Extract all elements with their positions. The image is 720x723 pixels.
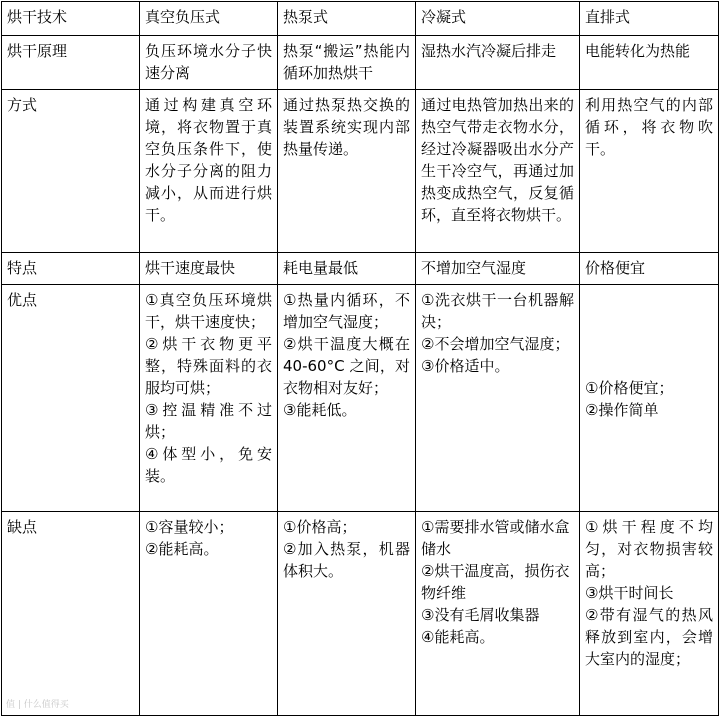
row-cons: [2, 512, 719, 716]
cell-line: ②能耗高。: [145, 540, 219, 558]
header-cell-vented: 直排式: [580, 2, 719, 36]
table-cell: [416, 285, 580, 512]
cell-line: 热泵“搬运”热能内循环加热烘干: [283, 42, 410, 82]
cell-line: 湿热水汽冷凝后排走: [421, 42, 557, 60]
cell-line: ③烘干时间长: [585, 584, 674, 602]
table-cell: [580, 36, 719, 90]
row-label: 烘干原理: [2, 36, 140, 90]
cell-line: 通过热泵热交换的装置系统实现内部热量传递。: [283, 96, 410, 158]
table-cell: [416, 90, 580, 253]
cell-line: ①洗衣烘干一台机器解决；: [421, 291, 574, 331]
cell-line: 负压环境水分子快速分离: [145, 42, 272, 82]
row-principle: [2, 36, 719, 90]
cell-line: 通过构建真空环境，将衣物置于真空负压条件下，使水分子分离的阻力减小，从而进行烘干。: [145, 96, 272, 224]
cell-line: ②带有湿气的热风释放到室内，会增大室内的湿度；: [585, 606, 713, 668]
cell-line: 不增加空气湿度: [421, 259, 527, 277]
table-cell: [140, 253, 278, 285]
table-cell: [140, 90, 278, 253]
cell-line: ②烘干温度高，损伤衣物纤维: [421, 562, 570, 602]
cell-line: ③控温精准不过烘；: [145, 401, 272, 441]
cell-line: ①热量内循环，不增加空气湿度；: [283, 291, 410, 331]
row-label: 优点: [2, 285, 140, 512]
header-row: [2, 2, 719, 36]
cell-line: ③没有毛屑收集器: [421, 606, 540, 624]
cell-line: ②不会增加空气湿度；: [421, 335, 570, 353]
table-cell: [278, 36, 416, 90]
table-cell: [416, 253, 580, 285]
row-label: 特点: [2, 253, 140, 285]
cell-line: ④能耗高。: [421, 628, 495, 646]
cell-line: 烘干速度最快: [145, 259, 236, 277]
table-cell: [278, 512, 416, 716]
cell-line: 耗电量最低: [283, 259, 359, 277]
cell-line: ①真空负压环境烘干，烘干速度快；: [145, 291, 272, 331]
header-cell-heat-pump: 热泵式: [278, 2, 416, 36]
table-cell: [416, 512, 580, 716]
cell-line: 电能转化为热能: [585, 42, 691, 60]
header-cell-vacuum: 真空负压式: [140, 2, 278, 36]
row-feature: [2, 253, 719, 285]
watermark: 值 | 什么值得买: [6, 700, 69, 710]
table-cell: [580, 253, 719, 285]
table-cell: [140, 36, 278, 90]
row-label: 方式: [2, 90, 140, 253]
header-cell-condensing: 冷凝式: [416, 2, 580, 36]
cell-line: 价格便宜: [585, 259, 646, 277]
table-cell: [580, 285, 719, 512]
table-cell: [140, 285, 278, 512]
table-cell: [580, 512, 719, 716]
table-cell: [416, 36, 580, 90]
table-cell: [140, 512, 278, 716]
cell-line: ②操作简单: [585, 400, 659, 419]
cell-line: ①价格高；: [283, 518, 357, 536]
cell-line: ①价格便宜；: [585, 378, 674, 397]
cell-line: 通过电热管加热出来的热空气带走衣物水分，经过冷凝器吸出水分产生干冷空气，再通过加热变成热空气，反复循环，直至将衣物烘干。: [421, 96, 574, 224]
row-pros: [2, 285, 719, 512]
cell-line: ①烘干程度不均匀，对衣物损害较高；: [585, 518, 713, 580]
cell-line: ③价格适中。: [421, 357, 510, 375]
cell-line: ④体型小，免安装。: [145, 445, 272, 485]
header-cell-technology: 烘干技术: [2, 2, 140, 36]
table-cell: [278, 285, 416, 512]
cell-line: 利用热空气的内部循环，将衣物吹干。: [585, 96, 713, 158]
cell-line: ①容量较小；: [145, 518, 234, 536]
table-cell: [278, 90, 416, 253]
table-cell: [580, 90, 719, 253]
row-label: 缺点: [2, 512, 140, 716]
cell-line: ②烘干衣物更平整，特殊面料的衣服均可烘；: [145, 335, 272, 397]
cell-line: ②加入热泵，机器体积大。: [283, 540, 410, 580]
comparison-table: [1, 1, 719, 716]
table-cell: [278, 253, 416, 285]
cell-line: ②烘干温度大概在 40-60°C 之间，对衣物相对友好；: [283, 335, 410, 397]
cell-line: ③能耗低。: [283, 401, 357, 419]
row-method: [2, 90, 719, 253]
cell-line: ①需要排水管或储水盒储水: [421, 518, 570, 558]
